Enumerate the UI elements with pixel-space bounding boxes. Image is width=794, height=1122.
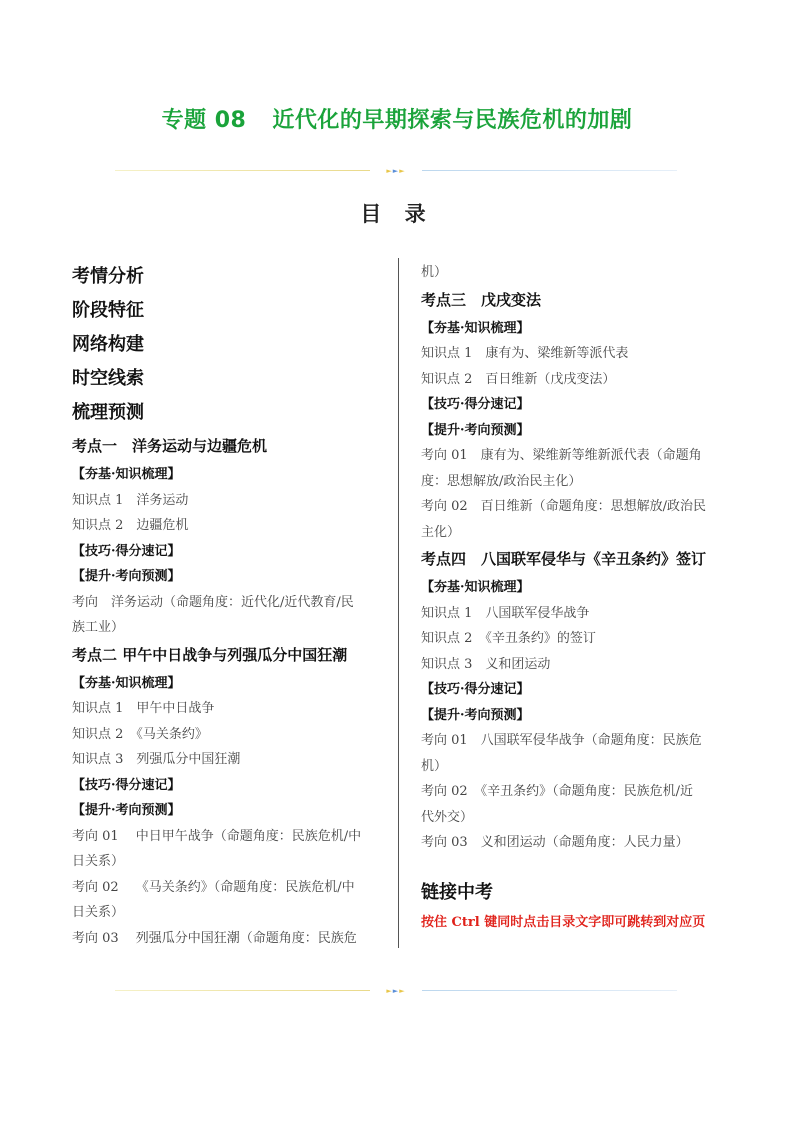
bottom-divider bbox=[115, 986, 677, 996]
toc-link-kaoxiang-cont[interactable]: 日关系） bbox=[72, 905, 125, 920]
toc-link-kaoxiang-cont[interactable]: 机） bbox=[421, 758, 448, 774]
toc-link-kaoxiang[interactable]: 考向 03 列强瓜分中国狂潮（命题角度：民族危 bbox=[72, 930, 357, 946]
toc-link-item[interactable]: 知识点 3 列强瓜分中国狂潮 bbox=[72, 752, 241, 767]
toc-link-kaoxiang[interactable]: 考向 01 中日甲午战争（命题角度：民族危机/中 bbox=[72, 828, 362, 844]
toc-link-kaodian-3[interactable]: 考点三 戊戌变法 bbox=[421, 290, 542, 309]
toc-link-kaoxiang[interactable]: 考向 03 义和团运动（命题角度：人民力量） bbox=[421, 835, 689, 850]
toc-link-shuli[interactable]: 梳理预测 bbox=[72, 402, 144, 423]
divider-dots-icon: ►►► bbox=[386, 167, 406, 175]
toc-link-kaoxiang[interactable]: 考向 02 《辛丑条约》（命题角度：民族危机/近 bbox=[421, 784, 694, 799]
toc-link-section[interactable]: 【提升·考向预测】 bbox=[72, 803, 181, 818]
toc-link-kaoxiang[interactable]: 考向 01 八国联军侵华战争（命题角度：民族危 bbox=[421, 733, 702, 748]
toc-link-kaoxiang[interactable]: 考向 洋务运动（命题角度：近代化/近代教育/民 bbox=[72, 594, 354, 610]
toc-link-item[interactable]: 知识点 2 百日维新（戊戌变法） bbox=[421, 371, 616, 387]
toc-link-section[interactable]: 【提升·考向预测】 bbox=[72, 569, 181, 584]
toc-link-section[interactable]: 【技巧·得分速记】 bbox=[72, 543, 181, 559]
toc-link-section[interactable]: 【夯基·知识梳理】 bbox=[421, 320, 530, 336]
ctrl-click-hint: 按住 Ctrl 键同时点击目录文字即可跳转到对应页 bbox=[421, 914, 706, 930]
topic-number: 专题 08 bbox=[161, 108, 247, 133]
toc-left-column bbox=[72, 262, 384, 951]
toc-link-section[interactable]: 【夯基·知识梳理】 bbox=[72, 675, 181, 691]
toc-link-kaoxiang-cont[interactable]: 度：思想解放/政治民主化） bbox=[421, 473, 582, 489]
toc-link-section[interactable]: 【提升·考向预测】 bbox=[421, 707, 530, 723]
toc-link-kaoxiang-cont[interactable]: 主化） bbox=[421, 524, 461, 540]
toc-link-item[interactable]: 知识点 2 《辛丑条约》的签订 bbox=[421, 631, 596, 646]
toc-link-kaoxiang[interactable]: 考向 02 《马关条约》（命题角度：民族危机/中 bbox=[72, 879, 355, 895]
toc-link-shikong[interactable]: 时空线索 bbox=[72, 368, 144, 389]
toc-link-jieduan[interactable]: 阶段特征 bbox=[72, 300, 144, 321]
toc-link-section[interactable]: 【技巧·得分速记】 bbox=[421, 682, 530, 697]
toc-link-section[interactable]: 【技巧·得分速记】 bbox=[421, 397, 530, 412]
divider-dots-icon: ►►► bbox=[386, 987, 406, 995]
toc-link-lianjie[interactable]: 链接中考 bbox=[421, 881, 493, 903]
toc-link-section[interactable]: 【提升·考向预测】 bbox=[421, 422, 530, 438]
column-divider bbox=[398, 258, 399, 948]
toc-link-kaoxiang-cont[interactable]: 机） bbox=[421, 265, 448, 280]
toc-right-column bbox=[421, 260, 731, 934]
toc-link-kaodian-4[interactable]: 考点四 八国联军侵华与《辛丑条约》签订 bbox=[421, 550, 707, 568]
toc-link-section[interactable]: 【夯基·知识梳理】 bbox=[421, 580, 530, 595]
toc-link-kaoxiang[interactable]: 考向 02 百日维新（命题角度：思想解放/政治民 bbox=[421, 499, 707, 514]
topic-title: 近代化的早期探索与民族危机的加剧 bbox=[272, 108, 633, 133]
toc-heading: 目 录 bbox=[360, 202, 434, 226]
toc-link-item[interactable]: 知识点 2 边疆危机 bbox=[72, 518, 189, 533]
toc-link-item[interactable]: 知识点 1 八国联军侵华战争 bbox=[421, 605, 590, 621]
toc-link-kaoxiang[interactable]: 考向 01 康有为、梁维新等维新派代表（命题角 bbox=[421, 448, 702, 463]
toc-link-item[interactable]: 知识点 1 康有为、梁维新等派代表 bbox=[421, 346, 629, 361]
toc-link-kaodian-2[interactable]: 考点二 甲午中日战争与列强瓜分中国狂潮 bbox=[72, 645, 348, 664]
toc-link-section[interactable]: 【技巧·得分速记】 bbox=[72, 777, 181, 793]
toc-link-item[interactable]: 知识点 3 义和团运动 bbox=[421, 656, 551, 672]
toc-link-item[interactable]: 知识点 1 甲午中日战争 bbox=[72, 701, 215, 716]
toc-link-kaoxiang-cont[interactable]: 日关系） bbox=[72, 854, 125, 869]
top-divider bbox=[115, 166, 677, 176]
toc-link-item[interactable]: 知识点 1 洋务运动 bbox=[72, 492, 189, 508]
toc-link-kaodian-1[interactable]: 考点一 洋务运动与边疆危机 bbox=[72, 437, 268, 455]
page-title bbox=[0, 103, 794, 134]
toc-link-kaoqing[interactable]: 考情分析 bbox=[72, 266, 144, 287]
toc-link-kaoxiang-cont[interactable]: 代外交） bbox=[421, 809, 474, 825]
toc-link-section[interactable]: 【夯基·知识梳理】 bbox=[72, 467, 181, 482]
toc-link-kaoxiang-cont[interactable]: 族工业） bbox=[72, 620, 125, 635]
toc-link-wangluo[interactable]: 网络构建 bbox=[72, 334, 144, 355]
toc-link-item[interactable]: 知识点 2 《马关条约》 bbox=[72, 726, 208, 742]
